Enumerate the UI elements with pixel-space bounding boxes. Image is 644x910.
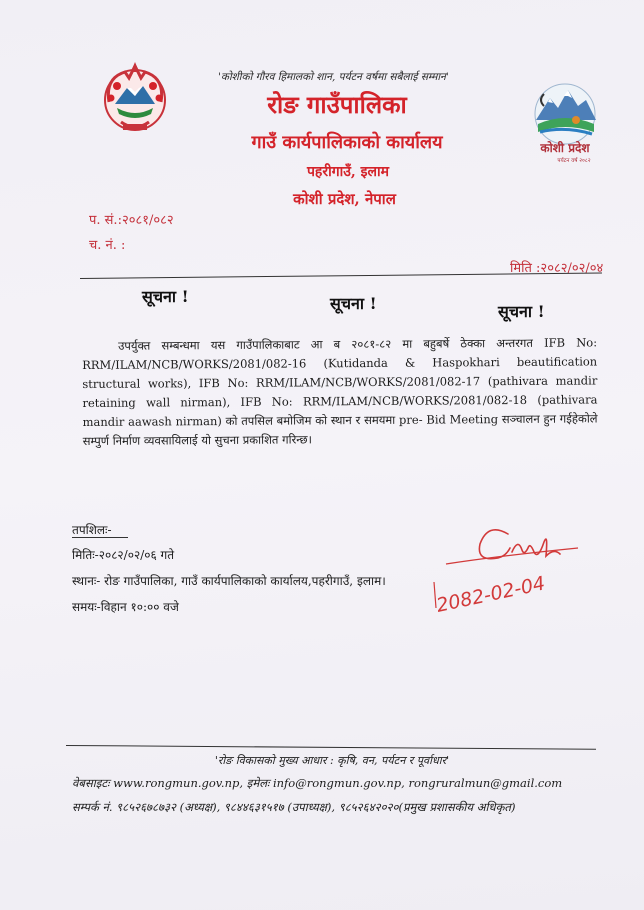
reference-number: प. सं.:२०८१/०८२ [89,213,174,228]
municipality-name: रोङ गाउँपालिका [267,90,407,119]
header-tagline: 'कोशीको गौरव हिमालको शान, पर्यटन वर्षमा सबैलाई सम्मान' [218,71,449,83]
details-heading-underline [72,537,128,538]
letter-date: मिति :२०८२/०२/०४ [510,261,604,276]
signature-date: 2082-02-04 [434,572,548,617]
dispatch-number: च. नं. : [89,238,126,253]
province-country: कोशी प्रदेश, नेपाल [293,190,396,208]
notice-heading-3: सूचना ! [498,302,545,321]
meeting-time: समयः-विहान १०:०० वजे [72,600,179,614]
notice-heading-1: सूचना ! [142,287,189,306]
meeting-date: मितिः-२०८२/०२/०६ गते [72,548,175,562]
koshi-logo-sub: पर्यटन वर्ष २०८२ [557,158,591,164]
office-name: गाउँ कार्यपालिकाको कार्यालय [251,132,443,153]
footer-divider [66,745,596,750]
footer-tagline: 'रोङ विकासको मुख्य आधार : कृषि, वन, पर्यटन र पूर्वाधार' [214,754,450,767]
meeting-venue: स्थानः- रोङ गाउँपालिका, गाउँ कार्यपालिकाको कार्यालय,पहरीगाउँ, इलाम। [72,574,386,588]
details-heading: तपशिलः- [72,523,112,537]
notice-body: उपर्युक्त सम्बन्धमा यस गाउँपालिकाबाट आ ब २०८१-८२ मा बहुबर्षे ठेक्का अन्तरगत IFB No: RRM/ILAM/NCB/WORKS/2081/082-16 (Kutidanda & Haspokhari beautification structural works), IFB No: RRM/ILAM/NCB/WORKS/2081/082-17 (pathivara mandir retaining wall nirman), IFB No: RRM/ILAM/NCB/WORKS/2081/082-18 (pathivara mandir aawash nirman) को तपसिल बमोजिम को स्थान र समयमा pre- Bid Meeting सञ्चालन हुन गईहेकोले सम्पुर्ण निर्माण व्यवसायिलाई यो सुचना प्रकाशित गरिन्छ। [82,335,598,448]
handwritten-signature [428,512,598,624]
office-address: पहरीगाउँ, इलाम [306,164,390,180]
footer-contact-web: वेबसाइटः www.rongmun.gov.np, इमेलः info@rongmun.gov.np, rongruralmun@gmail.com [72,776,563,790]
koshi-logo-text: कोशी प्रदेश [540,141,590,155]
notice-heading-2: सूचना ! [330,294,377,313]
footer-contact-phone: सम्पर्क नं. ९८५२६७८७३२ (अध्यक्ष), ९८४४६३१५१७ (उपाध्यक्ष), ९८५२६४२०२०(प्रमुख प्रशासकीय अधिकृत) [72,800,516,814]
